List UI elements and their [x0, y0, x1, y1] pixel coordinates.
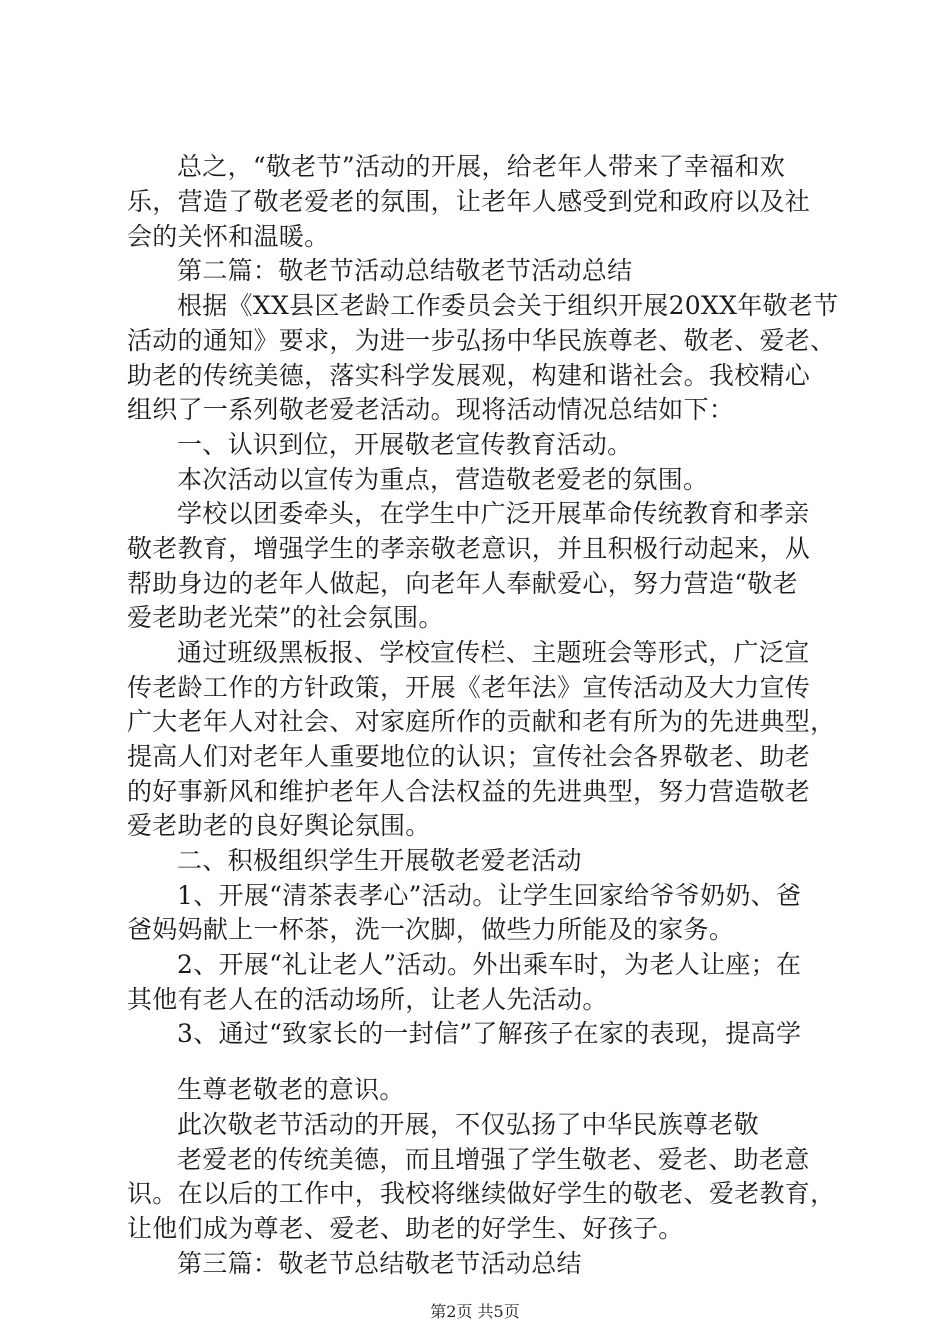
text-line: 3、通过“致家长的一封信”了解孩子在家的表现，提高学 — [177, 1019, 802, 1048]
text-line: 提高人们对老年人重要地位的认识；宣传社会各界敬老、助老 — [127, 742, 811, 771]
text-line: 爱老助老光荣”的社会氛围。 — [127, 603, 444, 632]
text-line: 爸妈妈献上一杯茶，洗一次脚，做些力所能及的家务。 — [127, 915, 735, 944]
text-line: 本次活动以宣传为重点，营造敬老爱老的氛围。 — [177, 465, 709, 494]
text-line: 活动的通知》要求，为进一步弘扬中华民族尊老、敬老、爱老、 — [127, 326, 836, 355]
text-line: 助老的传统美德，落实科学发展观，构建和谐社会。我校精心 — [127, 361, 811, 390]
page-number-footer: 第2页 共5页 — [430, 1302, 520, 1321]
text-line: 帮助身边的老年人做起，向老年人奉献爱心，努力营造“敬老 — [127, 569, 798, 598]
text-line: 的好事新风和维护老年人合法权益的先进典型，努力营造敬老 — [127, 777, 811, 806]
text-line: 2、开展“礼让老人”活动。外出乘车时，为老人让座；在 — [177, 950, 802, 979]
text-line: 会的关怀和温暖。 — [127, 222, 330, 251]
text-line: 一、认识到位，开展敬老宣传教育活动。 — [177, 430, 633, 459]
text-line: 老爱老的传统美德，而且增强了学生敬老、爱老、助老意 — [177, 1145, 810, 1174]
text-line: 生尊老敬老的意识。 — [177, 1075, 405, 1104]
text-line: 敬老教育，增强学生的孝亲敬老意识，并且积极行动起来，从 — [127, 534, 811, 563]
text-line: 广大老年人对社会、对家庭所作的贡献和老有所为的先进典型， — [127, 707, 836, 736]
text-line: 爱老助老的良好舆论氛围。 — [127, 811, 431, 840]
text-line: 通过班级黑板报、学校宣传栏、主题班会等形式，广泛宣 — [177, 638, 810, 667]
section-heading: 第三篇：敬老节总结敬老节活动总结 — [177, 1249, 582, 1278]
section-heading: 第二篇：敬老节活动总结敬老节活动总结 — [177, 256, 633, 285]
text-line: 此次敬老节活动的开展，不仅弘扬了中华民族尊老敬 — [177, 1110, 759, 1139]
text-line: 识。在以后的工作中，我校将继续做好学生的敬老、爱老教育， — [127, 1179, 836, 1208]
text-line: 其他有老人在的活动场所，让老人先活动。 — [127, 985, 608, 1014]
text-line: 传老龄工作的方针政策，开展《老年法》宣传活动及大力宣传 — [127, 673, 811, 702]
text-line: 1、开展“清茶表孝心”活动。让学生回家给爷爷奶奶、爸 — [177, 881, 802, 910]
text-line: 总之，“敬老节”活动的开展，给老年人带来了幸福和欢 — [177, 152, 786, 181]
text-line: 二、积极组织学生开展敬老爱老活动 — [177, 846, 582, 875]
text-line: 组织了一系列敬老爱老活动。现将活动情况总结如下： — [127, 395, 735, 424]
text-line: 根据《XX县区老龄工作委员会关于组织开展20XX年敬老节 — [177, 291, 839, 320]
text-line: 让他们成为尊老、爱老、助老的好学生、好孩子。 — [127, 1214, 684, 1243]
text-line: 学校以团委牵头，在学生中广泛开展革命传统教育和孝亲 — [177, 499, 810, 528]
text-line: 乐，营造了敬老爱老的氛围，让老年人感受到党和政府以及社 — [127, 187, 811, 216]
